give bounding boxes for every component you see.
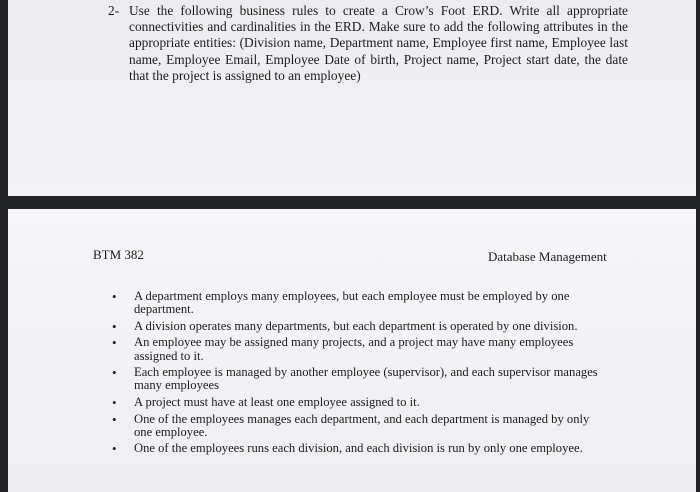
rule-text: One of the employees runs each division, and each division is run by only one employee.: [134, 441, 583, 456]
question-block: [108, 3, 628, 84]
list-item: [108, 366, 608, 392]
course-name: Database Management: [488, 249, 607, 264]
bullet-icon: •: [112, 335, 117, 351]
list-item: [108, 442, 608, 455]
bullet-icon: •: [112, 365, 117, 381]
bullet-icon: •: [112, 289, 117, 304]
rule-text: One of the employees manages each department, and each department is managed by only one employee.: [134, 411, 590, 439]
rule-text: A department employs many employees, but each employee must be employed by one department.: [134, 289, 570, 317]
bullet-icon: •: [112, 394, 117, 410]
list-item: [108, 396, 608, 409]
business-rules-list: [108, 290, 608, 459]
rule-text: A project must have at least one employee assigned to it.: [134, 394, 420, 409]
question-text: Use the following business rules to create a Crow’s Foot ERD. Write all appropriate connectivities and cardinalities in the ERD. Make sure to add the following attributes in the appropriate entities: (Division name, Department name, Employee first name, Employee last name, Employee Email, Employee Date of birth, Project name, Project start date, the date that the project is assigned to an employee): [129, 3, 628, 83]
question-sheet: [8, 0, 696, 196]
list-item: [108, 413, 608, 439]
bullet-icon: •: [112, 411, 117, 427]
list-item: [108, 336, 608, 362]
rules-sheet: [8, 209, 696, 492]
list-item: [108, 320, 608, 333]
bullet-icon: •: [112, 441, 117, 457]
list-item: [108, 290, 608, 316]
bullet-icon: •: [112, 318, 117, 334]
rule-text: An employee may be assigned many projects, and a project may have many employees assigned to it.: [134, 335, 574, 363]
question-number: 2-: [108, 3, 120, 18]
rule-text: Each employee is managed by another employee (supervisor), and each supervisor manages many employees: [134, 365, 598, 393]
rule-text: A division operates many departments, but each department is operated by one division.: [134, 318, 578, 333]
course-code: BTM 382: [93, 247, 144, 262]
